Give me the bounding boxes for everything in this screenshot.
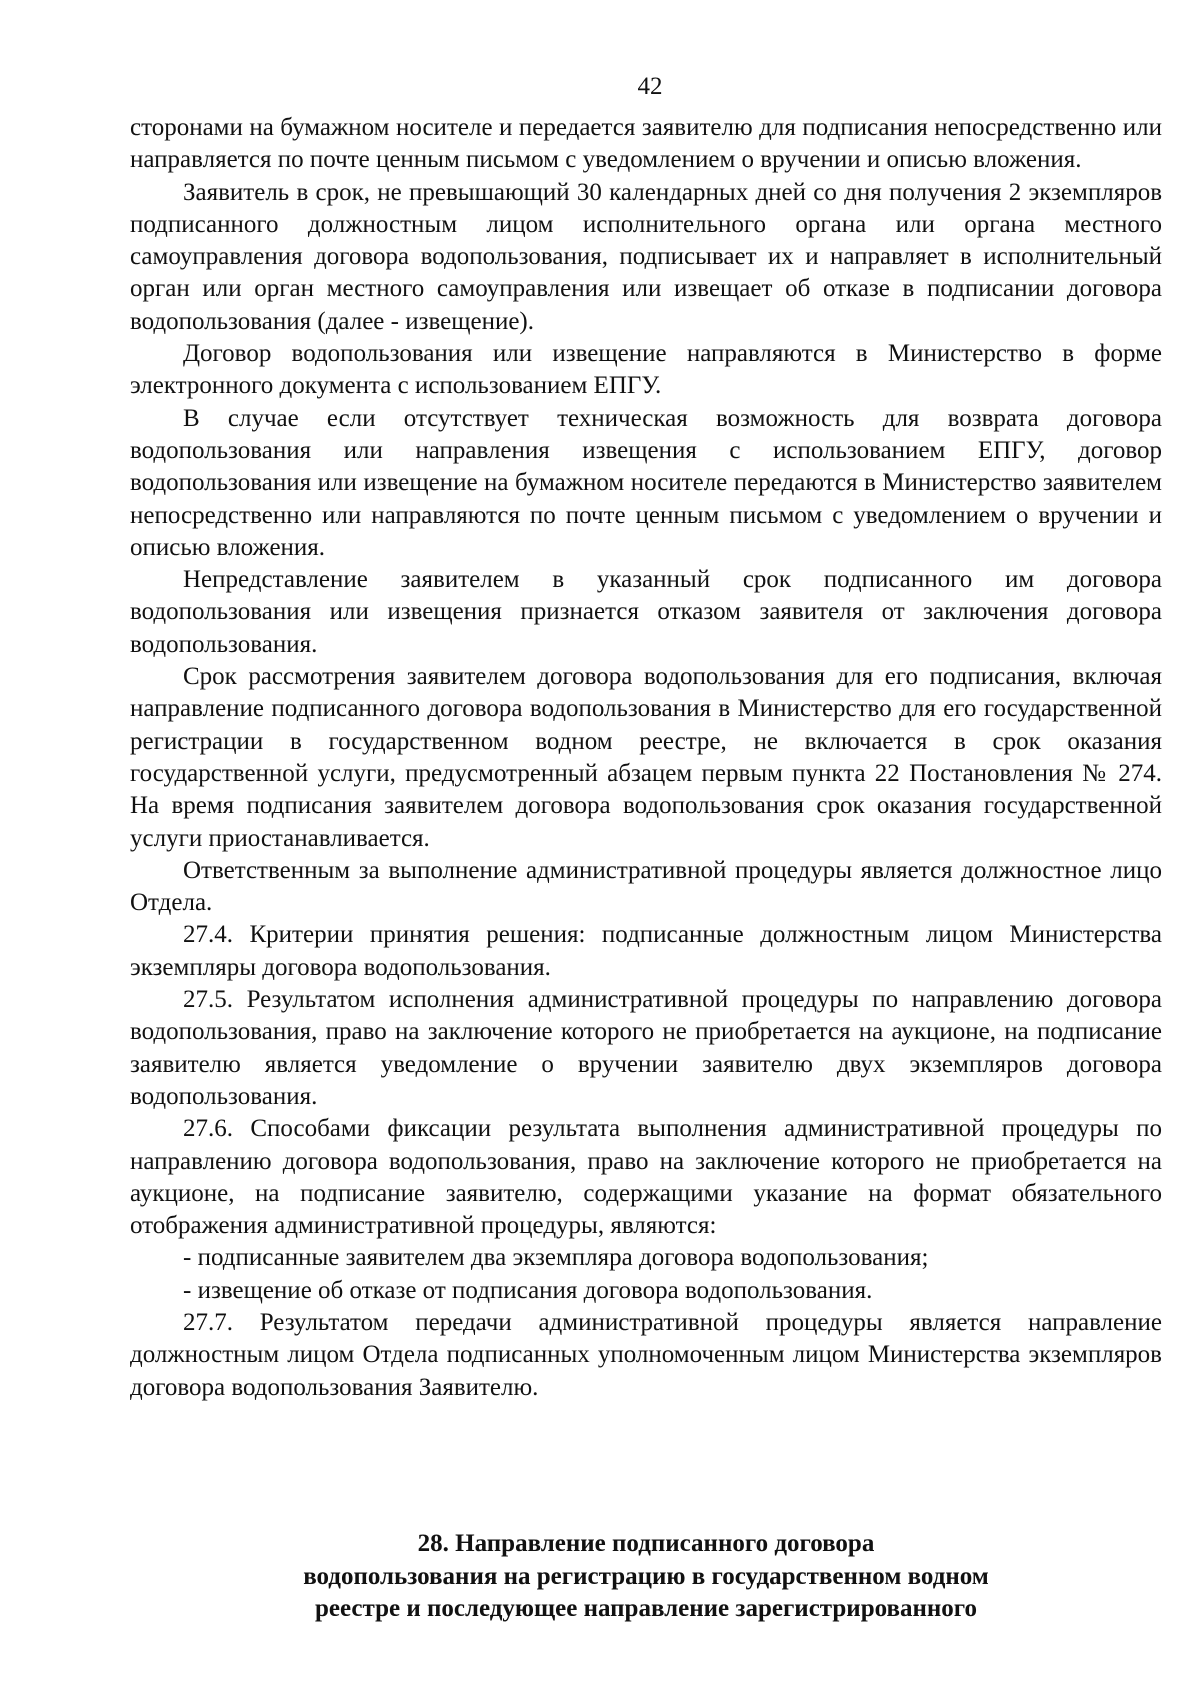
paragraph-27-7: 27.7. Результатом передачи административной процедуры является направление должностным лицом Отдела подписанных уполномоченным лицом Министерства экземпляров договора водопользования Заявителю. <box>130 1308 1162 1401</box>
paragraph-non-submission: Непредставление заявителем в указанный срок подписанного им договора водопользования или извещения признается отказом заявителя от заключения договора водопользования. <box>130 566 1162 658</box>
paragraph-27-5: 27.5. Результатом исполнения административной процедуры по направлению договора водопользования, право на заключение которого не приобретается на аукционе, на подписание заявителю является уведомление о вручении заявителю двух экземпляров договора водопользования. <box>130 986 1162 1110</box>
paragraph-electronic-submission: Договор водопользования или извещение направляются в Министерство в форме электронного документа с использованием ЕПГУ. <box>130 340 1162 400</box>
page-number: 42 <box>637 73 663 100</box>
paragraph-applicant-deadline: Заявитель в срок, не превышающий 30 календарных дней со дня получения 2 экземпляров подписанного должностным лицом исполнительного органа или органа местного самоуправления договора водопользования, подписывает их и направляет в исполнительный орган или орган местного самоуправления или извещает об отказе в подписании договора водопользования (далее - извещение). <box>130 178 1162 335</box>
paragraph-paper-submission: В случае если отсутствует техническая возможность для возврата договора водопользования или направления извещения с использованием ЕПГУ, договор водопользования или извещение на бумажном носителе передаются в Министерство заявителем непосредственно или направляются по почте ценным письмом с уведомлением о вручении и описью вложения. <box>130 404 1162 561</box>
section-heading-28 <box>130 1528 1162 1626</box>
list-item-signed-copies: - подписанные заявителем два экземпляра договора водопользования; <box>183 1244 929 1272</box>
paragraph-27-6: 27.6. Способами фиксации результата выполнения административной процедуры по направлению договора водопользования, право на заключение которого не приобретается на аукционе, на подписание заявителю, содержащими указание на формат обязательного отображения административной процедуры, являются: <box>130 1115 1162 1240</box>
paragraph-continuation: сторонами на бумажном носителе и передается заявителю для подписания непосредственно или направляется по почте ценным письмом с уведомлением о вручении и описью вложения. <box>130 114 1162 174</box>
heading-line: реестре и последующее направление зарегистрированного <box>314 1595 978 1622</box>
document-body <box>130 112 1162 1404</box>
paragraph-responsible: Ответственным за выполнение административной процедуры является должностное лицо Отдела. <box>130 856 1162 917</box>
paragraph-review-term: Срок рассмотрения заявителем договора водопользования для его подписания, включая направление подписанного договора водопользования в Министерство для его государственной регистрации в государственном водном реестре, не включается в срок оказания государственной услуги, предусмотренный абзацем первым пункта 22 Постановления № 274. На время подписания заявителем договора водопользования срок оказания государственной услуги приостанавливается. <box>130 663 1162 852</box>
list-item-refusal-notice: - извещение об отказе от подписания договора водопользования. <box>183 1276 873 1304</box>
heading-line: 28. Направление подписанного договора <box>417 1530 875 1557</box>
heading-line: водопользования на регистрацию в государственном водном <box>303 1562 989 1590</box>
paragraph-27-4: 27.4. Критерии принятия решения: подписанные должностным лицом Министерства экземпляры договора водопользования. <box>130 921 1162 981</box>
